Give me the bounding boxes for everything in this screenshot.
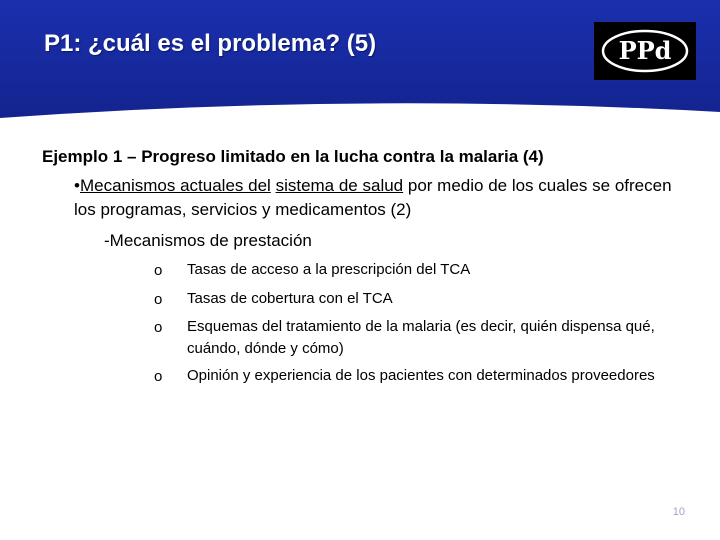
list-item-text: Opinión y experiencia de los pacientes con determinados proveedores: [187, 367, 655, 384]
slide-heading: Ejemplo 1 – Progreso limitado en la lucha contra la malaria (4): [42, 147, 544, 166]
level1-paragraph: [74, 174, 694, 222]
slide-title: P1: ¿cuál es el problema? (5): [44, 30, 377, 57]
slide-header: [0, 0, 720, 120]
page-number: 10: [672, 506, 685, 518]
list-item-text: Tasas de acceso a la prescripción del TCA: [187, 261, 471, 278]
list-item-text: Tasas de cobertura con el TCA: [187, 290, 393, 307]
list-item-marker: o: [154, 291, 163, 308]
ppd-logo: [594, 22, 696, 80]
level1-bullet: •: [74, 176, 80, 195]
level1-text-underlined-1: Mecanismos actuales del: [79, 176, 271, 195]
logo-text: PPd: [618, 36, 672, 65]
list-item-text: Esquemas del tratamiento de la malaria (es decir, quién dispensa qué, cuándo, dónde y cómo): [187, 318, 655, 357]
level1-text-rest: por medio de los cuales se ofrecen los programas, servicios y medicamentos (2): [74, 176, 672, 219]
list-item-marker: o: [154, 368, 163, 385]
level1-text-underlined-2: sistema de salud: [275, 176, 404, 195]
list-item-marker: o: [154, 262, 163, 279]
list-item-marker: o: [154, 319, 163, 336]
level2-heading: -Mecanismos de prestación: [104, 231, 312, 250]
